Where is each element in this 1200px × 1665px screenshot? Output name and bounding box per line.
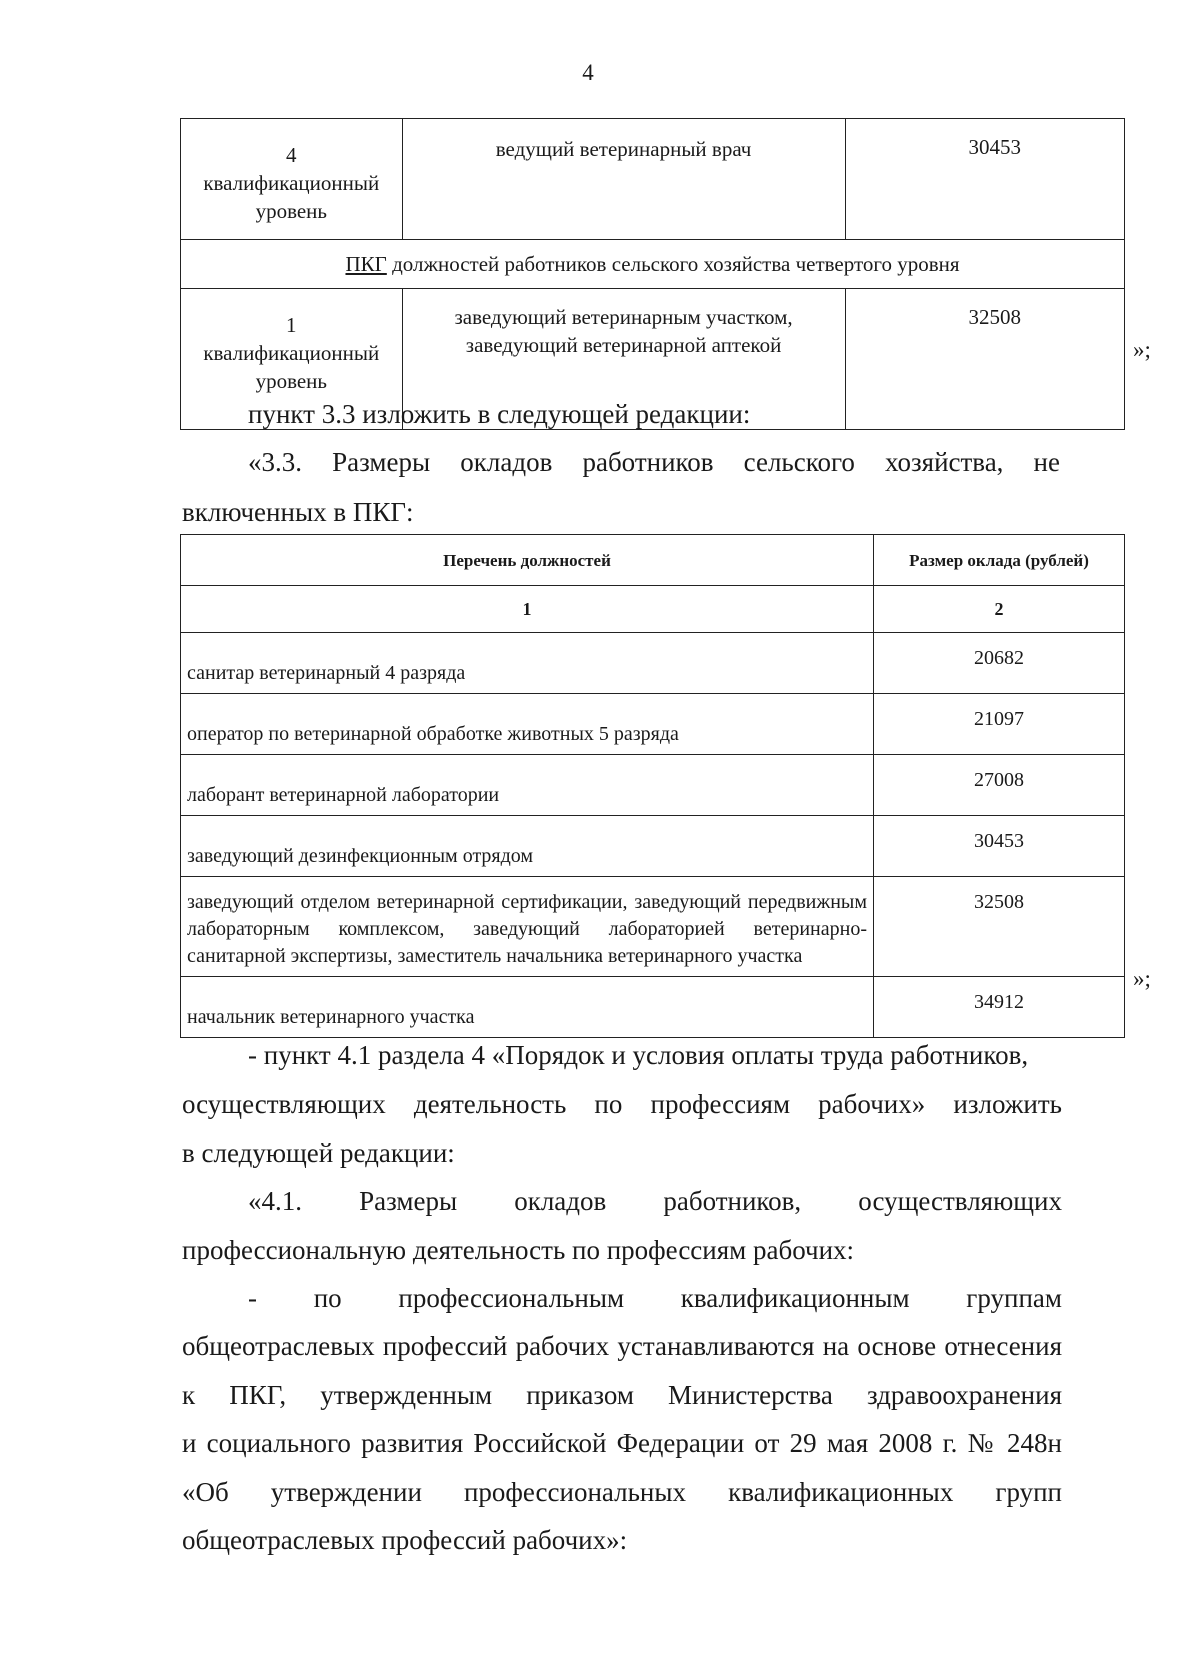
column-number-row [181,586,1125,633]
closing-quote: »; [1133,337,1151,362]
paragraph: «3.3. Размеры окладов работников сельского хозяйства, не [248,447,1060,477]
table-row [181,755,1125,816]
table-row [181,633,1125,694]
salary-cell: 20682 [874,633,1125,694]
page-number: 4 [582,60,594,85]
paragraph: пункт 3.3 изложить в следующей редакции: [248,399,751,429]
closing-quote: »; [1133,966,1151,991]
position-cell: санитар ветеринарный 4 разряда [181,633,874,694]
salary-cell: 32508 [845,289,1124,430]
column-header: Размер оклада (рублей) [874,535,1125,586]
pkg-table [180,118,1125,430]
column-number: 1 [181,586,874,633]
salary-cell: 30453 [874,816,1125,877]
position-cell: заведующий дезинфекционным отрядом [181,816,874,877]
position-cell: заведующий отделом ветеринарной сертификации, заведующий передвижным лабораторным комплексом, заведующий лабораторией ветеринарно-санитарной экспертизы, заместитель начальника ветеринарного участка [181,877,874,977]
salary-cell: 30453 [845,119,1124,240]
position-cell: лаборант ветеринарной лаборатории [181,755,874,816]
paragraph-line: и социального развития Российской Федерации от 29 мая 2008 г. № 248н [182,1428,1062,1458]
paragraph-line: в следующей редакции: [182,1138,455,1168]
position-cell: ведущий ветеринарный врач [402,119,845,240]
table-row [181,877,1125,977]
position-cell: заведующий ветеринарным участком, заведующий ветеринарной аптекой [402,289,845,430]
paragraph-line: «4.1. Размеры окладов работников, осуществляющих [248,1186,1062,1216]
group-title: ПКГ должностей работников сельского хозяйства четвертого уровня [181,240,1125,289]
table-row [181,694,1125,755]
table-row [181,816,1125,877]
paragraph-line: профессиональную деятельность по профессиям рабочих: [182,1235,855,1265]
paragraph: включенных в ПКГ: [182,497,414,527]
group-header-row [181,240,1125,289]
paragraph-line: осуществляющих деятельность по профессиям рабочих» изложить [182,1089,1062,1119]
paragraph-line: - по профессиональным квалификационным группам [248,1283,1062,1313]
salary-cell: 34912 [874,977,1125,1038]
paragraph-line: «Об утверждении профессиональных квалификационных групп [182,1477,1062,1507]
paragraph-line: общеотраслевых профессий рабочих устанавливаются на основе отнесения [182,1331,1062,1361]
salary-table [180,534,1125,1038]
paragraph-line: общеотраслевых профессий рабочих»: [182,1525,628,1555]
table-row [181,977,1125,1038]
table-header-row [181,535,1125,586]
paragraph-line: к ПКГ, утвержденным приказом Министерства здравоохранения [182,1380,1062,1410]
qualification-level-cell: 1 квалификационный уровень [181,289,403,430]
position-cell: начальник ветеринарного участка [181,977,874,1038]
salary-cell: 27008 [874,755,1125,816]
position-cell: оператор по ветеринарной обработке животных 5 разряда [181,694,874,755]
column-number: 2 [874,586,1125,633]
salary-cell: 32508 [874,877,1125,977]
column-header: Перечень должностей [181,535,874,586]
qualification-level-cell: 4 квалификационный уровень [181,119,403,240]
paragraph-line: - пункт 4.1 раздела 4 «Порядок и условия оплаты труда работников, [248,1040,1029,1070]
salary-cell: 21097 [874,694,1125,755]
table-row [181,119,1125,240]
